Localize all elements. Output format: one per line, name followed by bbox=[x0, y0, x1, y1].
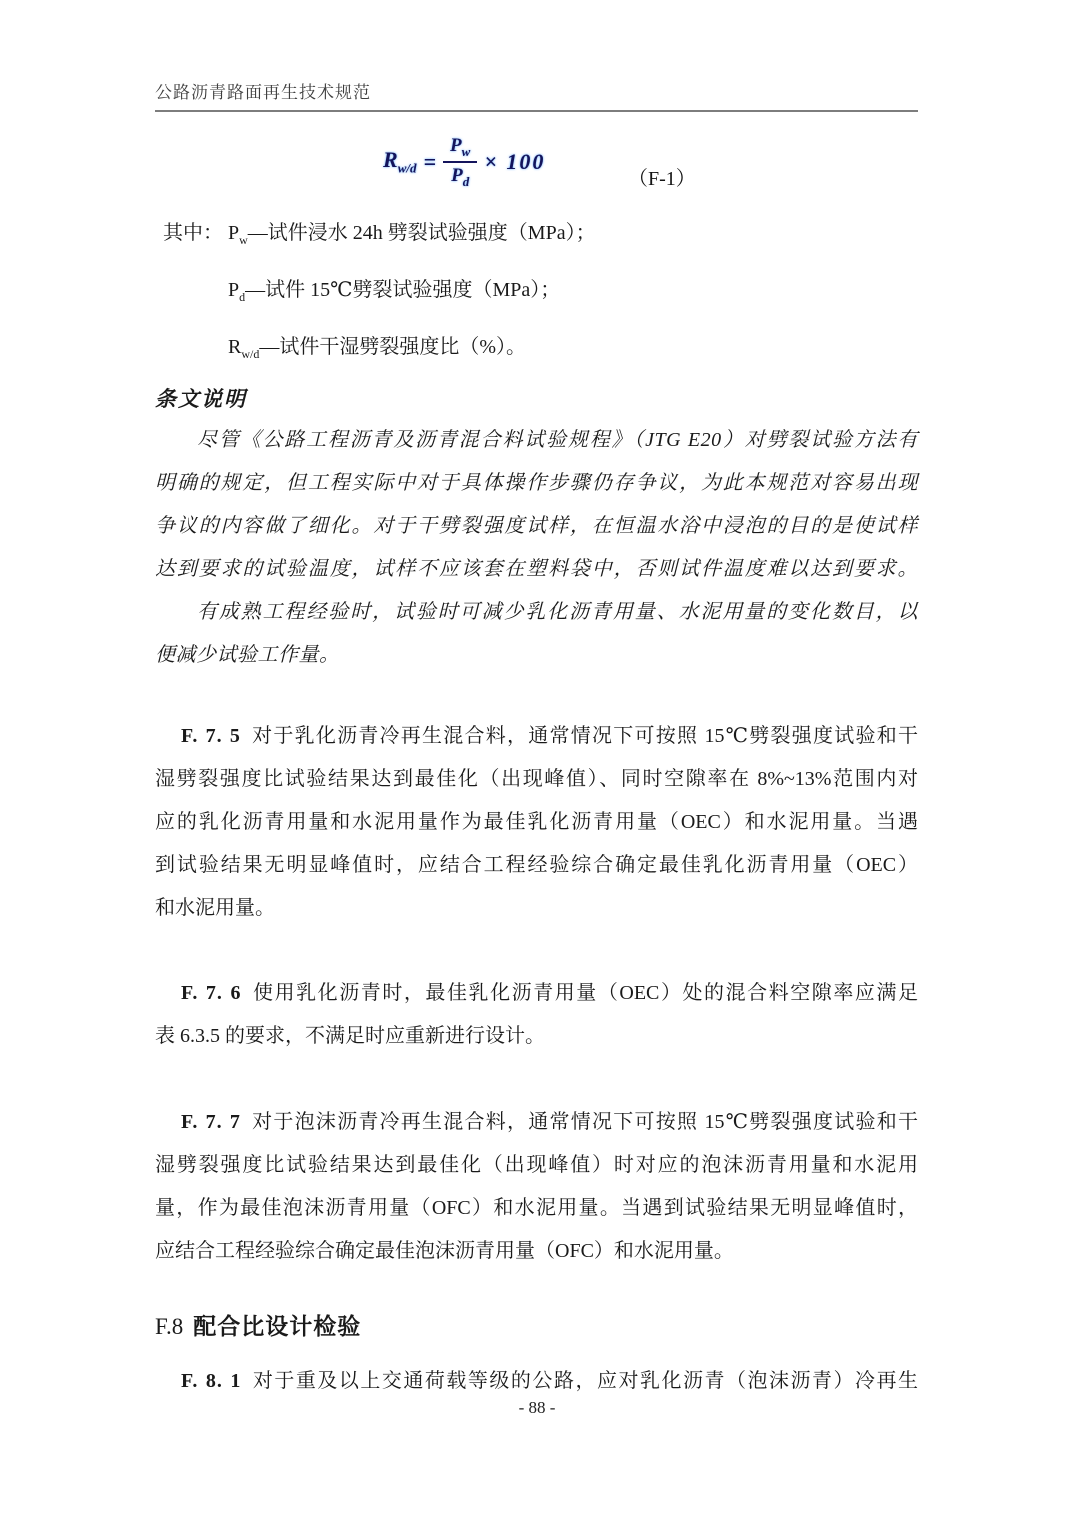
paragraph-line bbox=[155, 715, 918, 758]
symbol-rwd bbox=[228, 336, 260, 361]
running-header bbox=[155, 0, 918, 112]
symbol-pd bbox=[228, 279, 246, 304]
symbol-subscript: d bbox=[239, 290, 246, 304]
commentary-heading: 条文说明 bbox=[155, 387, 247, 411]
page-number: - 88 - bbox=[518, 1398, 556, 1417]
formula-equals-sign: = bbox=[423, 149, 437, 175]
section-heading-f8 bbox=[155, 1304, 918, 1349]
formula-block bbox=[155, 130, 918, 208]
denominator-base: P bbox=[451, 165, 463, 187]
paragraph-line bbox=[155, 972, 918, 1015]
paragraph-line: 湿劈裂强度比试验结果达到最佳化（出现峰值）时对应的泡沫沥青用量和水泥用 bbox=[155, 1154, 918, 1176]
denominator-subscript: d bbox=[462, 173, 470, 189]
definitions-intro: 其中： bbox=[163, 222, 223, 244]
definition-row bbox=[155, 208, 918, 265]
section-number: F. 7. 6 bbox=[181, 982, 242, 1004]
paragraph-line: 应结合工程经验综合确定最佳泡沫沥青用量（OFC）和水泥用量。 bbox=[155, 1240, 734, 1262]
paragraph-line: 应的乳化沥青用量和水泥用量作为最佳乳化沥青用量（OEC）和水泥用量。当遇 bbox=[155, 811, 918, 833]
definition-row bbox=[155, 322, 918, 379]
paragraph-line: 达到要求的试验温度，试样不应该套在塑料袋中，否则试件温度难以达到要求。 bbox=[155, 558, 918, 580]
formula-fraction bbox=[443, 134, 477, 190]
symbol-base: R bbox=[228, 336, 242, 358]
definition-text: —试件 15℃劈裂试验强度（MPa）； bbox=[245, 279, 561, 301]
section-f75 bbox=[155, 715, 918, 930]
formula-multiplier: × 100 bbox=[484, 149, 546, 175]
symbol-pw bbox=[228, 222, 248, 247]
section-number: F. 7. 7 bbox=[181, 1111, 241, 1133]
paragraph-line: 争议的内容做了细化。对于干劈裂强度试样，在恒温水浴中浸泡的目的是使试样 bbox=[155, 515, 918, 537]
section-f81 bbox=[155, 1360, 918, 1403]
symbol-base: P bbox=[228, 279, 240, 301]
paragraph-line: 表 6.3.5 的要求，不满足时应重新进行设计。 bbox=[155, 1025, 545, 1047]
formula-lhs-subscript: w/d bbox=[397, 160, 417, 176]
numerator-base: P bbox=[450, 135, 462, 156]
heading-number: F.8 bbox=[155, 1314, 184, 1339]
formula bbox=[383, 134, 545, 190]
symbol-definitions bbox=[155, 208, 918, 379]
section-f76 bbox=[155, 972, 918, 1058]
commentary-paragraph-1 bbox=[155, 419, 918, 591]
section-number: F. 8. 1 bbox=[181, 1370, 242, 1392]
formula-number: （F-1） bbox=[628, 168, 696, 190]
definition-row bbox=[155, 265, 918, 322]
paragraph-line: 量，作为最佳泡沫沥青用量（OFC）和水泥用量。当遇到试验结果无明显峰值时， bbox=[155, 1197, 918, 1219]
paragraph-line: 和水泥用量。 bbox=[155, 897, 275, 919]
symbol-base: P bbox=[228, 222, 240, 244]
numerator-subscript: w bbox=[461, 143, 471, 159]
section-text: 对于乳化沥青冷再生混合料，通常情况下可按照 15℃劈裂强度试验和干 bbox=[250, 725, 918, 747]
symbol-subscript: w bbox=[239, 233, 248, 247]
paragraph-line: 有成熟工程经验时，试验时可减少乳化沥青用量、水泥用量的变化数目，以 bbox=[197, 601, 918, 623]
paragraph-line bbox=[155, 1101, 918, 1144]
fraction-numerator bbox=[443, 134, 477, 163]
definition-text: —试件干湿劈裂强度比（%）。 bbox=[259, 336, 527, 358]
paragraph-line: 便减少试验工作量。 bbox=[155, 644, 340, 666]
section-text: 对于泡沫沥青冷再生混合料，通常情况下可按照 15℃劈裂强度试验和干 bbox=[250, 1111, 918, 1133]
running-header-title: 公路沥青路面再生技术规范 bbox=[155, 83, 371, 102]
section-text: 使用乳化沥青时，最佳乳化沥青用量（OEC）处的混合料空隙率应满足 bbox=[251, 982, 918, 1004]
commentary-paragraph-2 bbox=[155, 591, 918, 677]
page-content bbox=[155, 0, 918, 1403]
formula-lhs-base: R bbox=[383, 147, 398, 173]
formula-lhs bbox=[383, 147, 416, 176]
heading-title: 配合比设计检验 bbox=[193, 1313, 362, 1339]
section-number: F. 7. 5 bbox=[181, 725, 241, 747]
symbol-subscript: w/d bbox=[241, 347, 260, 361]
paragraph-line: 明确的规定，但工程实际中对于具体操作步骤仍存争议，为此本规范对容易出现 bbox=[155, 472, 918, 494]
paragraph-line bbox=[155, 1360, 918, 1403]
section-text: 对于重及以上交通荷载等级的公路，应对乳化沥青（泡沫沥青）冷再生 bbox=[251, 1370, 918, 1392]
definition-text: —试件浸水 24h 劈裂试验强度（MPa）； bbox=[247, 222, 596, 244]
fraction-denominator bbox=[451, 163, 469, 190]
paragraph-line: 尽管《公路工程沥青及沥青混合料试验规程》（JTG E20）对劈裂试验方法有 bbox=[197, 429, 918, 451]
section-f77 bbox=[155, 1101, 918, 1273]
paragraph-line: 湿劈裂强度比试验结果达到最佳化（出现峰值）、同时空隙率在 8%~13%范围内对 bbox=[155, 768, 918, 790]
paragraph-line: 到试验结果无明显峰值时，应结合工程经验综合确定最佳乳化沥青用量（OEC） bbox=[155, 854, 918, 876]
